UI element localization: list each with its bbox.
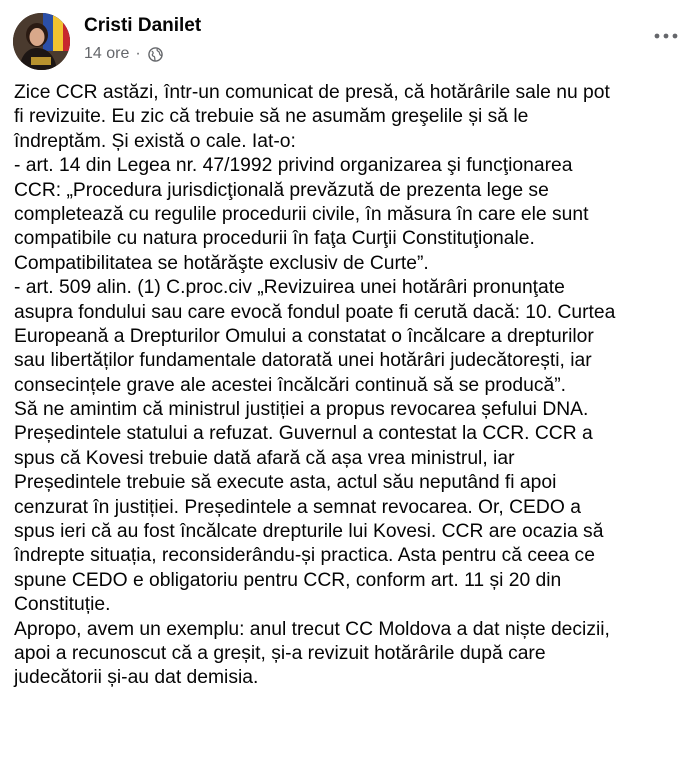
meta-separator: · <box>135 45 141 62</box>
post-text-line: spune CEDO e obligatoriu pentru CCR, conform art. 11 și 20 din <box>14 569 562 591</box>
globe-icon[interactable] <box>148 47 163 62</box>
post-text-line: spus ieri că au fost încălcate drepturile lui Kovesi. CCR are ocazia să <box>14 521 604 543</box>
post-text-line: consecințele grave ale acestei încălcări continuă să se producă”. <box>14 374 566 396</box>
more-options-icon[interactable] <box>650 26 682 46</box>
post-text-line: completează cu regulile procedurii civile, în măsura în care ele sunt <box>14 203 589 225</box>
post-text-line: Președintele statului a refuzat. Guvernul a contestat la CCR. CCR a <box>14 423 593 445</box>
post-text-line: cenzurat în justiției. Președintele a semnat revocarea. Or, CEDO a <box>14 496 581 518</box>
post-text-line: fi revizuite. Eu zic că trebuie să ne asumăm greşelile și să le <box>14 106 529 128</box>
post-text-line: CCR: „Procedura jurisdicţională prevăzută de prezenta lege se <box>14 179 549 201</box>
post-body <box>14 81 694 691</box>
post-text-line: îndreptăm. Și există o cale. Iat-o: <box>14 130 296 152</box>
post-meta <box>84 43 163 65</box>
post-text-line: sau libertăților fundamentale datorată unei hotărâri judecătorești, iar <box>14 350 592 372</box>
post-text-line: Europeană a Drepturilor Omului a constatat o încălcare a drepturilor <box>14 325 594 347</box>
post-text-line: judecătorii și-au dat demisia. <box>14 667 259 689</box>
post-text-line: Să ne amintim că ministrul justiției a propus revocarea șefului DNA. <box>14 399 589 421</box>
post-text-line: îndrepte situația, reconsiderându-și practica. Asta pentru că ceea ce <box>14 545 595 567</box>
profile-photo <box>13 13 70 70</box>
post-text-line: Compatibilitatea se hotărăşte exclusiv de Curte”. <box>14 252 429 274</box>
post-text-line: spus că Kovesi trebuie dată afară că așa vrea ministrul, iar <box>14 447 515 469</box>
post-text-line: - art. 509 alin. (1) C.proc.civ „Revizuirea unei hotărâri pronunţate <box>14 277 565 299</box>
post-text-line: compatibile cu natura procedurii în faţa Curţii Constituţionale. <box>14 228 535 250</box>
avatar[interactable] <box>13 13 70 70</box>
author-name[interactable]: Cristi Danilet <box>84 15 202 36</box>
post-text-line: - art. 14 din Legea nr. 47/1992 privind organizarea şi funcţionarea <box>14 155 573 177</box>
post-text-line: Apropo, avem un exemplu: anul trecut CC Moldova a dat niște decizii, <box>14 618 610 640</box>
post-timestamp[interactable]: 14 ore <box>84 45 130 62</box>
post-text-line: Zice CCR astăzi, într-un comunicat de presă, că hotărârile sale nu pot <box>14 82 610 103</box>
post-text-line: Constituție. <box>14 594 111 616</box>
post-text-line: asupra fondului sau care evocă fondul poate fi cerută dacă: 10. Curtea <box>14 301 616 323</box>
post-text-line: apoi a recunoscut că a greșit, și-a revizuit hotărârile după care <box>14 642 546 664</box>
post-text-line: Președintele trebuie să execute asta, actul său neputând fi apoi <box>14 472 557 494</box>
